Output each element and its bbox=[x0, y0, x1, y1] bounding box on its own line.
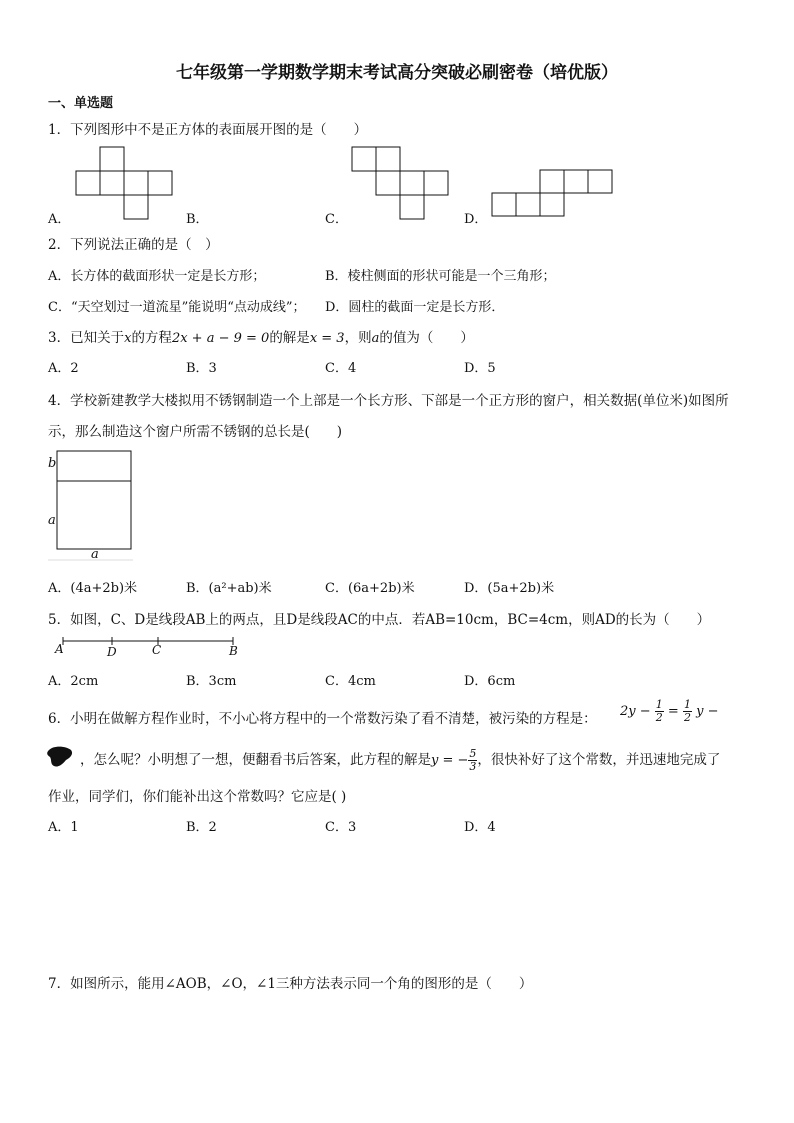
q4-label-a-side: a bbox=[48, 513, 56, 528]
q6-eq-right: y − bbox=[696, 704, 719, 719]
q6-option-b[interactable]: B．2 bbox=[186, 820, 217, 835]
q3-stem-mid: 的方程 bbox=[131, 330, 172, 346]
q4-option-b[interactable]: B．(a²+ab)米 bbox=[186, 581, 272, 596]
q6-eq-frac1-num: 1 bbox=[655, 698, 663, 711]
section-heading: 一、单选题 bbox=[48, 96, 114, 111]
q6-line2-part2: ，很快补好了这个常数，并迅速地完成了 bbox=[477, 752, 721, 768]
q3-stem-prefix: 3．已知关于 bbox=[48, 330, 125, 346]
q5-option-a[interactable]: A．2cm bbox=[48, 674, 99, 689]
q1-stem: 1．下列图形中不是正方体的表面展开图的是（ ） bbox=[48, 122, 368, 138]
q5-option-d[interactable]: D．6cm bbox=[464, 674, 516, 689]
q5-label-b: B bbox=[229, 644, 238, 658]
q4-option-c[interactable]: C．(6a+2b)米 bbox=[325, 581, 415, 596]
q6-eq-frac1-den: 2 bbox=[655, 711, 663, 724]
q6-stem-line3: 作业，同学们，你们能补出这个常数吗？它应是( ) bbox=[48, 789, 347, 805]
q6-solution-den: 3 bbox=[469, 760, 477, 773]
q6-stem-line2 bbox=[80, 748, 720, 773]
q1-option-a[interactable]: A． bbox=[48, 212, 71, 227]
q3-stem-mid3: ，则 bbox=[344, 330, 372, 346]
q2-option-b[interactable]: B．棱柱侧面的形状可能是一个三角形； bbox=[325, 269, 556, 284]
q5-label-c: C bbox=[152, 643, 162, 657]
q1-option-b[interactable]: B． bbox=[186, 212, 209, 227]
q3-stem-suffix: 的值为（ ） bbox=[379, 330, 474, 346]
q6-eq-frac2 bbox=[683, 699, 692, 724]
q6-eq-frac2-den: 2 bbox=[683, 711, 691, 724]
q6-line2-part1: ，怎么呢？小明想了一想，便翻看书后答案，此方程的解是 bbox=[80, 752, 431, 768]
q6-option-a[interactable]: A．1 bbox=[48, 820, 79, 835]
q3-var-x: x bbox=[124, 331, 132, 346]
q2-stem: 2．下列说法正确的是（ ） bbox=[48, 237, 219, 253]
q4-stem-line2: 示，那么制造这个窗户所需不锈钢的总长是( ) bbox=[48, 424, 343, 440]
q6-option-d[interactable]: D．4 bbox=[464, 820, 496, 835]
q1-option-c[interactable]: C． bbox=[325, 212, 348, 227]
q4-option-a[interactable]: A．(4a+2b)米 bbox=[48, 581, 138, 596]
q6-eq-left: 2y − bbox=[620, 704, 651, 719]
q6-solution-num: 5 bbox=[469, 747, 477, 760]
q6-stem-line1: 6．小明在做解方程作业时，不小心将方程中的一个常数污染了看不清楚，被污染的方程是： bbox=[48, 711, 597, 727]
q3-option-c[interactable]: C．4 bbox=[325, 361, 357, 376]
q2-option-a[interactable]: A．长方体的截面形状一定是长方形； bbox=[48, 269, 266, 284]
q6-eq-sign: = bbox=[667, 704, 679, 719]
q5-option-c[interactable]: C．4cm bbox=[325, 674, 376, 689]
q3-option-d[interactable]: D．5 bbox=[464, 361, 496, 376]
q6-eq-frac2-num: 1 bbox=[683, 698, 691, 711]
q5-option-b[interactable]: B．3cm bbox=[186, 674, 237, 689]
q7-stem: 7．如图所示，能用∠AOB，∠O，∠1三种方法表示同一个角的图形的是（ ） bbox=[48, 976, 533, 992]
q3-solution: x = 3 bbox=[309, 331, 345, 346]
q4-label-a-bottom: a bbox=[91, 547, 99, 562]
q3-equation: 2x + a − 9 = 0 bbox=[171, 331, 270, 346]
q6-solution bbox=[431, 747, 477, 773]
q5-label-a: A bbox=[55, 642, 64, 656]
q5-stem: 5．如图，C、D是线段AB上的两点，且D是线段AC的中点．若AB=10cm，BC=4cm，则AD的长为（ ） bbox=[48, 612, 711, 628]
q6-solution-left: y = − bbox=[431, 753, 469, 768]
q3-var-a: a bbox=[371, 331, 380, 346]
q2-option-d[interactable]: D．圆柱的截面一定是长方形． bbox=[325, 300, 505, 315]
q3-stem-mid2: 的解是 bbox=[269, 330, 310, 346]
q2-option-c[interactable]: C．“天空划过一道流星”能说明“点动成线”； bbox=[48, 300, 306, 315]
q4-option-d[interactable]: D．(5a+2b)米 bbox=[464, 581, 555, 596]
q6-polluted-equation bbox=[620, 699, 718, 724]
q4-label-b: b bbox=[48, 456, 57, 471]
q4-stem-line1: 4．学校新建教学大楼拟用不锈钢制造一个上部是一个长方形、下部是一个正方形的窗户，相关数据(单位米)如图所 bbox=[48, 393, 729, 409]
page-title: 七年级第一学期数学期末考试高分突破必刷密卷（培优版） bbox=[176, 63, 618, 83]
ink-blot-icon bbox=[46, 745, 74, 769]
q6-eq-frac1 bbox=[655, 699, 664, 724]
q1-option-d[interactable]: D． bbox=[464, 212, 488, 227]
q3-option-b[interactable]: B．3 bbox=[186, 361, 217, 376]
q3-option-a[interactable]: A．2 bbox=[48, 361, 79, 376]
q6-option-c[interactable]: C．3 bbox=[325, 820, 357, 835]
q5-label-d: D bbox=[107, 645, 117, 659]
